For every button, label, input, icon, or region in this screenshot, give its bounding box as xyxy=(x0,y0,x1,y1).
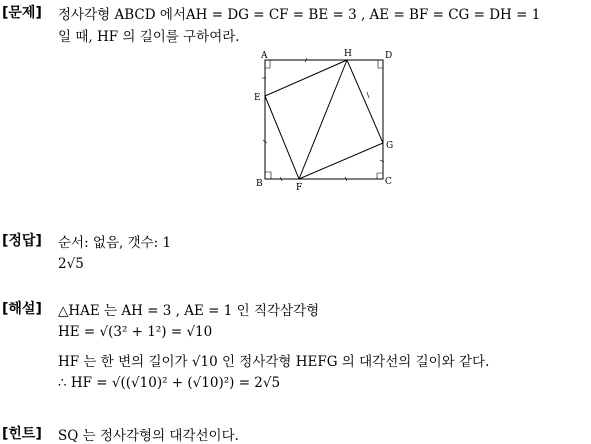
square-hefg xyxy=(265,60,383,179)
label-e: E xyxy=(254,93,261,103)
problem-tag: [문제] xyxy=(2,5,42,21)
solution-line-4: ∴ HF = √((√10)² + (√10)²) = 2√5 xyxy=(58,375,281,391)
answer-line-1: 순서: 없음, 갯수: 1 xyxy=(58,235,172,251)
right-angle-c xyxy=(377,173,383,179)
label-a: A xyxy=(261,51,268,61)
label-h: H xyxy=(344,49,352,59)
hint-line-1: SQ 는 정사각형의 대각선이다. xyxy=(58,428,239,444)
solution-line-1: △HAE 는 AH = 3 , AE = 1 인 직각삼각형 xyxy=(58,303,320,319)
label-d: D xyxy=(385,51,393,61)
problem-line-2: 일 때, HF 의 길이를 구하여라. xyxy=(58,29,240,45)
solution-tag: [해설] xyxy=(2,301,42,317)
hint-tag: [힌트] xyxy=(2,426,42,442)
problem-line-1 xyxy=(58,3,540,23)
square-abcd xyxy=(265,60,383,179)
right-angle-b xyxy=(265,172,271,179)
right-angle-d xyxy=(378,60,383,68)
label-c: C xyxy=(385,177,392,187)
square-diagram xyxy=(250,46,410,196)
answer-value: 2√5 xyxy=(58,256,84,272)
problem-condition-math: AH = DG = CF = BE = 3 , AE = BF = CG = DH = 1 xyxy=(185,7,541,23)
label-b: B xyxy=(256,179,263,189)
solution-line-3: HF 는 한 변의 길이가 √10 인 정사각형 HEFG 의 대각선의 길이와 같다. xyxy=(58,354,490,370)
answer-tag: [정답] xyxy=(2,233,42,249)
right-angle-a xyxy=(265,60,270,68)
label-g: G xyxy=(386,141,394,151)
solution-line-2: HE = √(3² + 1²) = √10 xyxy=(58,324,213,340)
label-f: F xyxy=(296,183,303,193)
problem-line-1-text: 정사각형 ABCD 에서 xyxy=(58,7,186,23)
